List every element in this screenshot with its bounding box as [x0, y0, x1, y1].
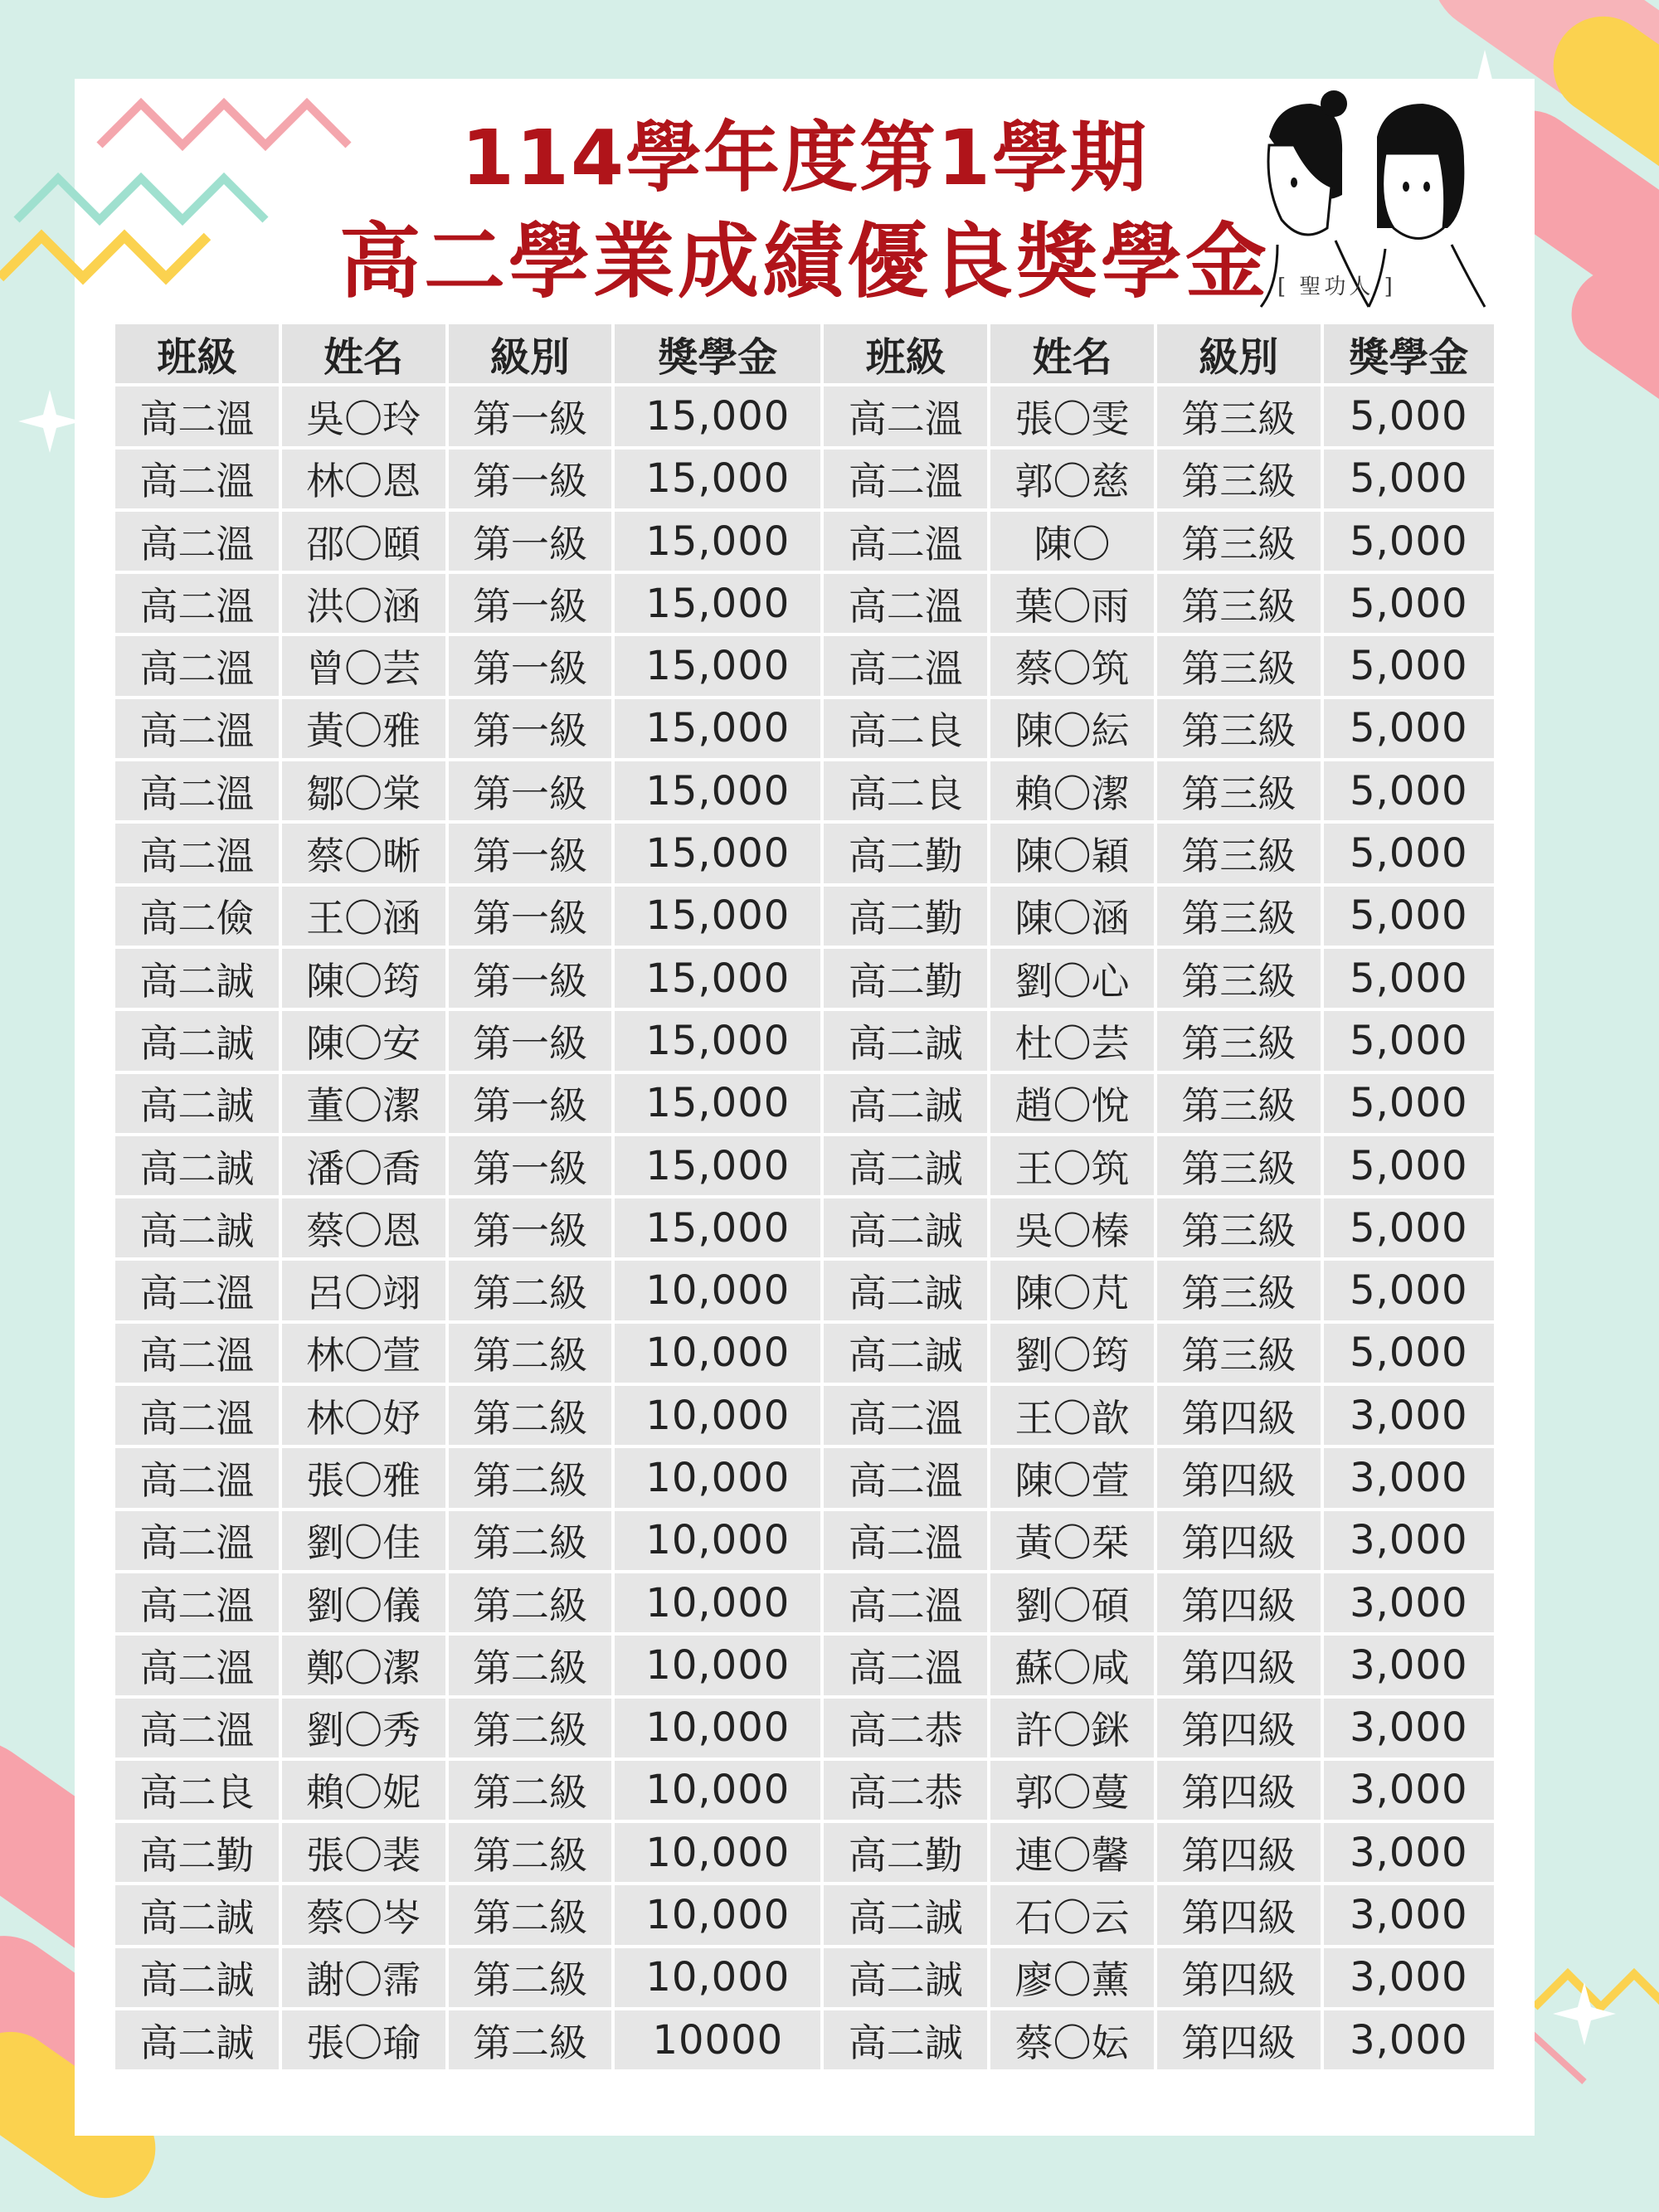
amount-cell: 5,000	[1324, 824, 1494, 882]
level-cell: 第二級	[449, 1448, 612, 1507]
name-cell: 蔡〇恩	[282, 1198, 445, 1257]
table-row	[115, 1386, 1494, 1445]
table-row	[115, 949, 1494, 1008]
amount-cell: 5,000	[1324, 761, 1494, 820]
name-cell: 黃〇雅	[282, 699, 445, 758]
amount-cell: 5,000	[1324, 450, 1494, 508]
amount-cell: 15,000	[615, 1198, 820, 1257]
class-cell: 高二溫	[115, 1448, 279, 1507]
name-cell: 張〇裴	[282, 1823, 445, 1882]
level-cell: 第二級	[449, 1386, 612, 1445]
class-cell: 高二誠	[824, 1011, 987, 1070]
class-cell: 高二溫	[824, 636, 987, 695]
level-cell: 第三級	[1157, 824, 1321, 882]
amount-cell: 15,000	[615, 761, 820, 820]
name-cell: 王〇筑	[990, 1136, 1154, 1195]
level-cell: 第三級	[1157, 1074, 1321, 1133]
amount-cell: 5,000	[1324, 1011, 1494, 1070]
class-cell: 高二誠	[824, 1074, 987, 1133]
class-cell: 高二誠	[824, 1261, 987, 1320]
level-cell: 第一級	[449, 1198, 612, 1257]
level-cell: 第一級	[449, 386, 612, 445]
name-cell: 陳〇安	[282, 1011, 445, 1070]
name-cell: 劉〇秀	[282, 1699, 445, 1757]
amount-cell: 5,000	[1324, 512, 1494, 571]
level-cell: 第一級	[449, 887, 612, 946]
header-amount: 獎學金	[1324, 324, 1494, 383]
level-cell: 第四級	[1157, 1761, 1321, 1820]
class-cell: 高二溫	[115, 1636, 279, 1694]
level-cell: 第二級	[449, 1699, 612, 1757]
name-cell: 葉〇雨	[990, 574, 1154, 633]
level-cell: 第四級	[1157, 1823, 1321, 1882]
class-cell: 高二誠	[115, 1948, 279, 2007]
level-cell: 第一級	[449, 699, 612, 758]
amount-cell: 15,000	[615, 887, 820, 946]
amount-cell: 10,000	[615, 1448, 820, 1507]
level-cell: 第一級	[449, 1011, 612, 1070]
class-cell: 高二溫	[824, 1636, 987, 1694]
level-cell: 第一級	[449, 1074, 612, 1133]
amount-cell: 15,000	[615, 949, 820, 1008]
class-cell: 高二良	[115, 1761, 279, 1820]
name-cell: 蔡〇妘	[990, 2010, 1154, 2069]
amount-cell: 10,000	[615, 1885, 820, 1944]
name-cell: 邵〇頤	[282, 512, 445, 571]
table-row	[115, 1573, 1494, 1632]
amount-cell: 15,000	[615, 1074, 820, 1133]
level-cell: 第二級	[449, 1761, 612, 1820]
name-cell: 劉〇筠	[990, 1324, 1154, 1383]
table-row	[115, 1761, 1494, 1820]
level-cell: 第三級	[1157, 949, 1321, 1008]
amount-cell: 10,000	[615, 1761, 820, 1820]
sparkle-icon	[18, 390, 81, 453]
class-cell: 高二溫	[824, 1573, 987, 1632]
level-cell: 第三級	[1157, 386, 1321, 445]
level-cell: 第三級	[1157, 636, 1321, 695]
level-cell: 第四級	[1157, 1386, 1321, 1445]
header-amount: 獎學金	[615, 324, 820, 383]
name-cell: 陳〇萱	[990, 1448, 1154, 1507]
table-row	[115, 1948, 1494, 2007]
amount-cell: 10,000	[615, 1948, 820, 2007]
class-cell: 高二勤	[824, 887, 987, 946]
class-cell: 高二溫	[115, 386, 279, 445]
amount-cell: 3,000	[1324, 1511, 1494, 1570]
amount-cell: 15,000	[615, 699, 820, 758]
amount-cell: 15,000	[615, 824, 820, 882]
amount-cell: 10000	[615, 2010, 820, 2069]
table-row	[115, 1448, 1494, 1507]
level-cell: 第一級	[449, 450, 612, 508]
table-body	[115, 386, 1494, 2069]
level-cell: 第一級	[449, 824, 612, 882]
amount-cell: 10,000	[615, 1699, 820, 1757]
name-cell: 蘇〇咸	[990, 1636, 1154, 1694]
level-cell: 第三級	[1157, 699, 1321, 758]
class-cell: 高二誠	[115, 1885, 279, 1944]
level-cell: 第三級	[1157, 1324, 1321, 1383]
name-cell: 郭〇慈	[990, 450, 1154, 508]
name-cell: 張〇雅	[282, 1448, 445, 1507]
header-name: 姓名	[282, 324, 445, 383]
amount-cell: 3,000	[1324, 1885, 1494, 1944]
name-cell: 張〇雯	[990, 386, 1154, 445]
level-cell: 第三級	[1157, 1198, 1321, 1257]
level-cell: 第四級	[1157, 1885, 1321, 1944]
name-cell: 劉〇碩	[990, 1573, 1154, 1632]
class-cell: 高二誠	[824, 1885, 987, 1944]
level-cell: 第二級	[449, 1823, 612, 1882]
table-row	[115, 1011, 1494, 1070]
table-row	[115, 887, 1494, 946]
level-cell: 第三級	[1157, 450, 1321, 508]
level-cell: 第二級	[449, 1511, 612, 1570]
poster-title-line2: 高二學業成績優良獎學金	[338, 215, 1270, 309]
name-cell: 賴〇潔	[990, 761, 1154, 820]
name-cell: 黃〇栞	[990, 1511, 1154, 1570]
name-cell: 潘〇喬	[282, 1136, 445, 1195]
amount-cell: 15,000	[615, 450, 820, 508]
name-cell: 石〇云	[990, 1885, 1154, 1944]
level-cell: 第二級	[449, 1948, 612, 2007]
name-cell: 劉〇佳	[282, 1511, 445, 1570]
name-cell: 洪〇涵	[282, 574, 445, 633]
name-cell: 董〇潔	[282, 1074, 445, 1133]
class-cell: 高二誠	[824, 1324, 987, 1383]
amount-cell: 15,000	[615, 574, 820, 633]
table-row	[115, 1136, 1494, 1195]
name-cell: 連〇馨	[990, 1823, 1154, 1882]
name-cell: 謝〇霈	[282, 1948, 445, 2007]
amount-cell: 5,000	[1324, 699, 1494, 758]
amount-cell: 3,000	[1324, 1699, 1494, 1757]
class-cell: 高二溫	[115, 761, 279, 820]
class-cell: 高二勤	[115, 1823, 279, 1882]
amount-cell: 3,000	[1324, 1823, 1494, 1882]
poster-card	[75, 79, 1535, 2136]
class-cell: 高二溫	[115, 1573, 279, 1632]
class-cell: 高二誠	[115, 2010, 279, 2069]
amount-cell: 10,000	[615, 1823, 820, 1882]
level-cell: 第三級	[1157, 761, 1321, 820]
amount-cell: 10,000	[615, 1511, 820, 1570]
name-cell: 呂〇翊	[282, 1261, 445, 1320]
level-cell: 第三級	[1157, 512, 1321, 571]
name-cell: 鄭〇潔	[282, 1636, 445, 1694]
amount-cell: 5,000	[1324, 574, 1494, 633]
amount-cell: 10,000	[615, 1636, 820, 1694]
amount-cell: 5,000	[1324, 1324, 1494, 1383]
name-cell: 鄒〇棠	[282, 761, 445, 820]
class-cell: 高二溫	[824, 386, 987, 445]
table-row	[115, 1885, 1494, 1944]
level-cell: 第四級	[1157, 2010, 1321, 2069]
class-cell: 高二溫	[115, 1386, 279, 1445]
scholarship-table	[112, 321, 1497, 2073]
level-cell: 第四級	[1157, 1511, 1321, 1570]
table-row	[115, 574, 1494, 633]
amount-cell: 10,000	[615, 1386, 820, 1445]
level-cell: 第二級	[449, 2010, 612, 2069]
class-cell: 高二勤	[824, 824, 987, 882]
table-row	[115, 1324, 1494, 1383]
header-name: 姓名	[990, 324, 1154, 383]
class-cell: 高二勤	[824, 1823, 987, 1882]
amount-cell: 3,000	[1324, 1573, 1494, 1632]
level-cell: 第二級	[449, 1324, 612, 1383]
level-cell: 第二級	[449, 1885, 612, 1944]
level-cell: 第三級	[1157, 1136, 1321, 1195]
name-cell: 許〇銤	[990, 1699, 1154, 1757]
amount-cell: 5,000	[1324, 887, 1494, 946]
amount-cell: 5,000	[1324, 386, 1494, 445]
name-cell: 劉〇儀	[282, 1573, 445, 1632]
table-row	[115, 1074, 1494, 1133]
level-cell: 第四級	[1157, 1699, 1321, 1757]
name-cell: 吳〇玲	[282, 386, 445, 445]
class-cell: 高二誠	[115, 1074, 279, 1133]
class-cell: 高二溫	[824, 574, 987, 633]
amount-cell: 3,000	[1324, 1761, 1494, 1820]
name-cell: 林〇萱	[282, 1324, 445, 1383]
table-row	[115, 699, 1494, 758]
amount-cell: 5,000	[1324, 1198, 1494, 1257]
class-cell: 高二恭	[824, 1761, 987, 1820]
class-cell: 高二溫	[115, 450, 279, 508]
name-cell: 蔡〇筑	[990, 636, 1154, 695]
level-cell: 第四級	[1157, 1573, 1321, 1632]
name-cell: 陳〇穎	[990, 824, 1154, 882]
level-cell: 第三級	[1157, 574, 1321, 633]
class-cell: 高二誠	[824, 2010, 987, 2069]
name-cell: 陳〇	[990, 512, 1154, 571]
amount-cell: 10,000	[615, 1573, 820, 1632]
level-cell: 第一級	[449, 949, 612, 1008]
name-cell: 廖〇薰	[990, 1948, 1154, 2007]
level-cell: 第二級	[449, 1261, 612, 1320]
level-cell: 第一級	[449, 761, 612, 820]
poster-title-line1: 114學年度第1學期	[460, 114, 1149, 202]
level-cell: 第一級	[449, 574, 612, 633]
name-cell: 陳〇涵	[990, 887, 1154, 946]
class-cell: 高二溫	[115, 1511, 279, 1570]
table-row	[115, 1511, 1494, 1570]
amount-cell: 5,000	[1324, 636, 1494, 695]
name-cell: 林〇妤	[282, 1386, 445, 1445]
amount-cell: 5,000	[1324, 1136, 1494, 1195]
class-cell: 高二溫	[824, 1386, 987, 1445]
amount-cell: 10,000	[615, 1324, 820, 1383]
table-row	[115, 450, 1494, 508]
amount-cell: 15,000	[615, 636, 820, 695]
class-cell: 高二溫	[115, 636, 279, 695]
level-cell: 第一級	[449, 636, 612, 695]
class-cell: 高二勤	[824, 949, 987, 1008]
class-cell: 高二誠	[824, 1136, 987, 1195]
amount-cell: 5,000	[1324, 1261, 1494, 1320]
class-cell: 高二溫	[824, 1511, 987, 1570]
amount-cell: 3,000	[1324, 2010, 1494, 2069]
name-cell: 吳〇榛	[990, 1198, 1154, 1257]
amount-cell: 15,000	[615, 1011, 820, 1070]
header-level: 級別	[449, 324, 612, 383]
level-cell: 第二級	[449, 1573, 612, 1632]
amount-cell: 3,000	[1324, 1386, 1494, 1445]
class-cell: 高二溫	[824, 1448, 987, 1507]
table-row	[115, 386, 1494, 445]
class-cell: 高二誠	[115, 949, 279, 1008]
class-cell: 高二溫	[824, 450, 987, 508]
amount-cell: 3,000	[1324, 1948, 1494, 2007]
amount-cell: 5,000	[1324, 949, 1494, 1008]
name-cell: 蔡〇岑	[282, 1885, 445, 1944]
name-cell: 陳〇紜	[990, 699, 1154, 758]
class-cell: 高二誠	[115, 1011, 279, 1070]
class-cell: 高二溫	[824, 512, 987, 571]
table-row	[115, 2010, 1494, 2069]
level-cell: 第四級	[1157, 1948, 1321, 2007]
table-row	[115, 1636, 1494, 1694]
level-cell: 第三級	[1157, 1261, 1321, 1320]
table-row	[115, 761, 1494, 820]
level-cell: 第一級	[449, 1136, 612, 1195]
name-cell: 趙〇悅	[990, 1074, 1154, 1133]
class-cell: 高二溫	[115, 574, 279, 633]
level-cell: 第一級	[449, 512, 612, 571]
header-class: 班級	[115, 324, 279, 383]
amount-cell: 15,000	[615, 386, 820, 445]
class-cell: 高二誠	[824, 1948, 987, 2007]
level-cell: 第四級	[1157, 1636, 1321, 1694]
class-cell: 高二溫	[115, 1324, 279, 1383]
level-cell: 第二級	[449, 1636, 612, 1694]
header-level: 級別	[1157, 324, 1321, 383]
level-cell: 第三級	[1157, 887, 1321, 946]
name-cell: 賴〇妮	[282, 1761, 445, 1820]
class-cell: 高二良	[824, 761, 987, 820]
name-cell: 王〇歆	[990, 1386, 1154, 1445]
class-cell: 高二良	[824, 699, 987, 758]
table-row	[115, 1198, 1494, 1257]
class-cell: 高二溫	[115, 1699, 279, 1757]
class-cell: 高二溫	[115, 699, 279, 758]
name-cell: 杜〇芸	[990, 1011, 1154, 1070]
name-cell: 林〇恩	[282, 450, 445, 508]
table-row	[115, 1699, 1494, 1757]
level-cell: 第四級	[1157, 1448, 1321, 1507]
name-cell: 蔡〇晰	[282, 824, 445, 882]
table-row	[115, 512, 1494, 571]
amount-cell: 3,000	[1324, 1448, 1494, 1507]
table-row	[115, 1823, 1494, 1882]
level-cell: 第三級	[1157, 1011, 1321, 1070]
table-header-row	[115, 324, 1494, 383]
signature: [ 聖功人 ]	[1277, 275, 1396, 299]
name-cell: 陳〇芃	[990, 1261, 1154, 1320]
class-cell: 高二誠	[824, 1198, 987, 1257]
amount-cell: 15,000	[615, 512, 820, 571]
sparkle-icon	[1553, 1982, 1616, 2045]
name-cell: 張〇瑜	[282, 2010, 445, 2069]
amount-cell: 10,000	[615, 1261, 820, 1320]
class-cell: 高二溫	[115, 1261, 279, 1320]
class-cell: 高二誠	[115, 1136, 279, 1195]
class-cell: 高二儉	[115, 887, 279, 946]
amount-cell: 3,000	[1324, 1636, 1494, 1694]
table-row	[115, 824, 1494, 882]
header-class: 班級	[824, 324, 987, 383]
name-cell: 曾〇芸	[282, 636, 445, 695]
name-cell: 郭〇蔓	[990, 1761, 1154, 1820]
amount-cell: 5,000	[1324, 1074, 1494, 1133]
table-row	[115, 1261, 1494, 1320]
class-cell: 高二誠	[115, 1198, 279, 1257]
class-cell: 高二溫	[115, 512, 279, 571]
name-cell: 劉〇心	[990, 949, 1154, 1008]
class-cell: 高二恭	[824, 1699, 987, 1757]
name-cell: 陳〇筠	[282, 949, 445, 1008]
name-cell: 王〇涵	[282, 887, 445, 946]
table-row	[115, 636, 1494, 695]
class-cell: 高二溫	[115, 824, 279, 882]
amount-cell: 15,000	[615, 1136, 820, 1195]
